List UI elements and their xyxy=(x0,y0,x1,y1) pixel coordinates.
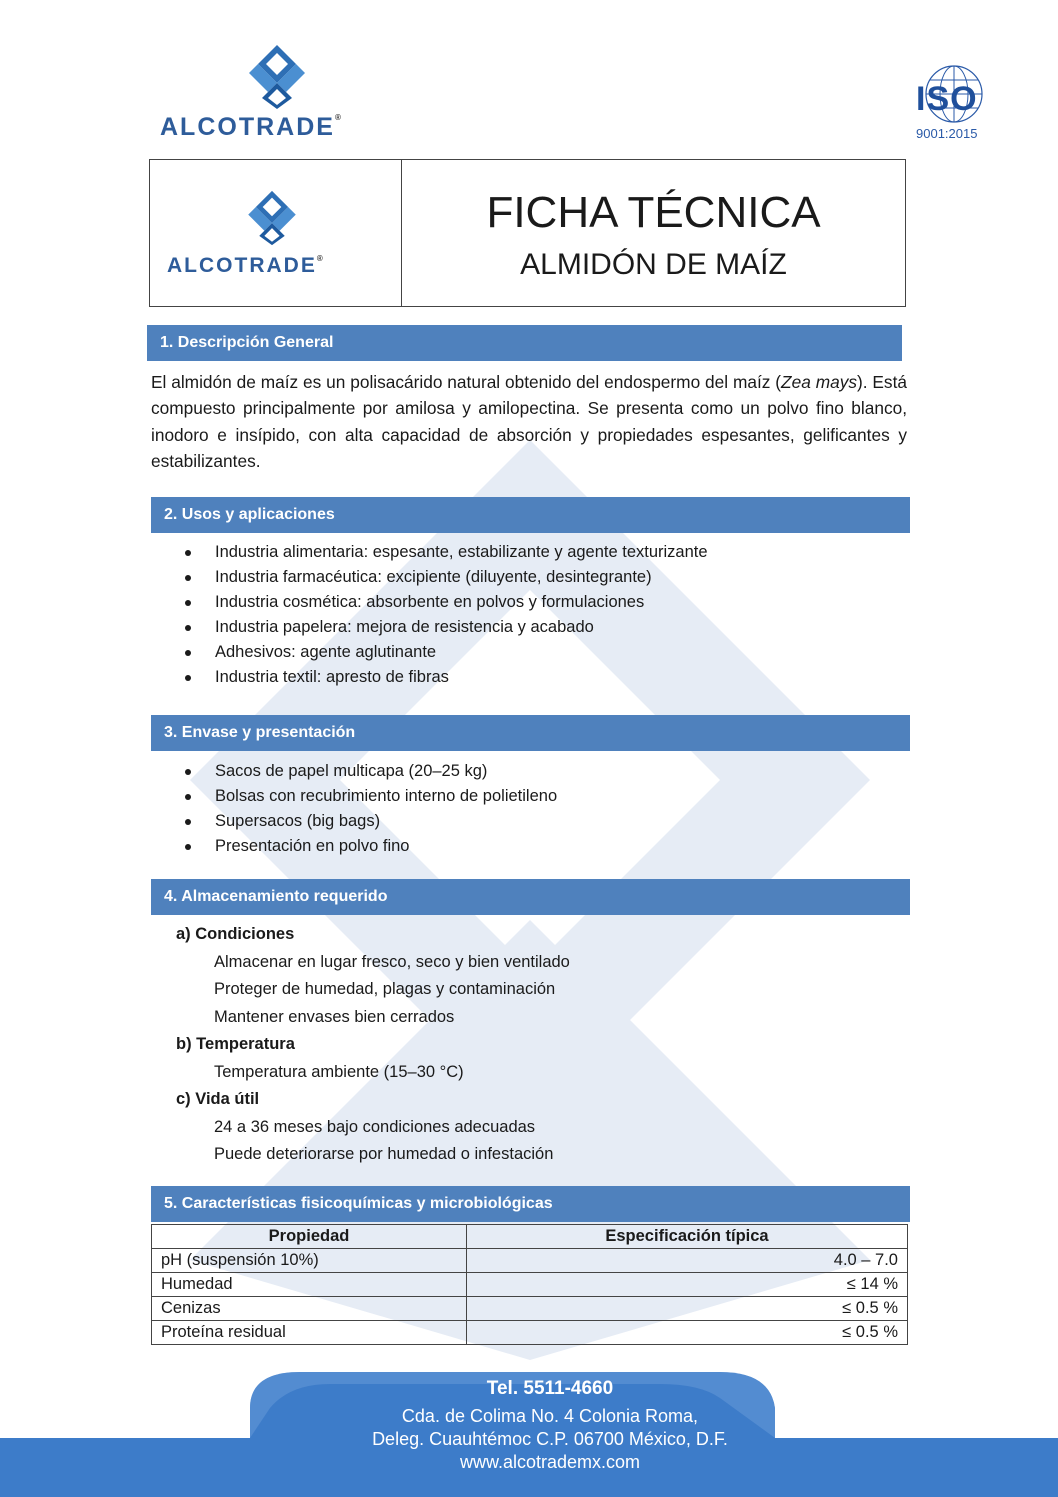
table-cell: ≤ 0.5 % xyxy=(467,1297,908,1321)
iso-badge xyxy=(912,64,1002,146)
table-cell: ≤ 14 % xyxy=(467,1273,908,1297)
table-row xyxy=(152,1297,908,1321)
footer-phone: Tel. 5511-4660 xyxy=(486,1378,614,1399)
product-name: ALMIDÓN DE MAÍZ xyxy=(520,248,787,281)
storage-temperature-item: Temperatura ambiente (15–30 °C) xyxy=(214,1063,464,1081)
table-cell: ≤ 0.5 % xyxy=(467,1321,908,1345)
table-cell: Cenizas xyxy=(152,1297,467,1321)
title-box xyxy=(149,159,906,307)
document-title: FICHA TÉCNICA xyxy=(486,188,821,237)
title-logo xyxy=(150,160,401,306)
list-item: Industria textil: apresto de fibras xyxy=(185,665,708,690)
list-item: Presentación en polvo fino xyxy=(185,834,557,859)
table-row xyxy=(152,1273,908,1297)
uses-list xyxy=(185,540,708,690)
footer-address-line2: Deleg. Cuauhtémoc C.P. 06700 México, D.F. xyxy=(372,1429,728,1449)
brand-name: ALCOTRADE® xyxy=(160,113,341,141)
table-cell: Proteína residual xyxy=(152,1321,467,1345)
description-text: El almidón de maíz es un polisacárido natural obtenido del endospermo del maíz (Zea mays). Está compuesto principalmente por amilosa y amilopectina. Se presenta como un polvo fino blanco, inodoro e insípido, con alta capacidad de absorción y propiedades espesantes, gelificantes y estabilizantes. xyxy=(151,372,907,471)
brand-name: ALCOTRADE® xyxy=(167,254,323,277)
header-logo xyxy=(158,45,408,145)
table-row xyxy=(152,1321,908,1345)
list-item: Sacos de papel multicapa (20–25 kg) xyxy=(185,759,557,784)
iso-mark: ISO xyxy=(916,80,978,118)
storage-temperature-title: b) Temperatura xyxy=(176,1035,295,1053)
packaging-list xyxy=(185,759,557,859)
section-heading-storage: 4. Almacenamiento requerido xyxy=(151,879,910,915)
section-heading-uses: 2. Usos y aplicaciones xyxy=(151,497,910,533)
list-item: Bolsas con recubrimiento interno de polietileno xyxy=(185,784,557,809)
footer-address-line1: Cda. de Colima No. 4 Colonia Roma, xyxy=(401,1406,699,1426)
shelf-life-title: c) Vida útil xyxy=(176,1090,260,1108)
footer xyxy=(0,1368,1058,1497)
alcotrade-logo-icon xyxy=(244,190,300,246)
section-heading-characteristics: 5. Características fisicoquímicas y microbiológicas xyxy=(151,1186,910,1222)
properties-table xyxy=(151,1224,908,1345)
storage-condition-item: Mantener envases bien cerrados xyxy=(214,1008,455,1026)
iso-standard: 9001:2015 xyxy=(916,126,978,141)
table-cell: pH (suspensión 10%) xyxy=(152,1249,467,1273)
storage-condition-item: Proteger de humedad, plagas y contaminación xyxy=(214,980,556,998)
table-header: Especificación típica xyxy=(467,1225,908,1249)
table-row xyxy=(152,1249,908,1273)
shelf-life-item: Puede deteriorarse por humedad o infestación xyxy=(214,1145,554,1163)
list-item: Industria cosmética: absorbente en polvos y formulaciones xyxy=(185,590,708,615)
section-heading-packaging: 3. Envase y presentación xyxy=(151,715,910,751)
alcotrade-logo-icon xyxy=(244,45,310,109)
list-item: Supersacos (big bags) xyxy=(185,809,557,834)
table-cell: Humedad xyxy=(152,1273,467,1297)
shelf-life-item: 24 a 36 meses bajo condiciones adecuadas xyxy=(214,1118,536,1136)
table-header-row xyxy=(152,1225,908,1249)
footer-website: www.alcotrademx.com xyxy=(459,1452,641,1472)
storage-conditions-title: a) Condiciones xyxy=(176,925,295,943)
list-item: Industria farmacéutica: excipiente (diluyente, desintegrante) xyxy=(185,565,708,590)
list-item: Industria papelera: mejora de resistencia y acabado xyxy=(185,615,708,640)
table-cell: 4.0 – 7.0 xyxy=(467,1249,908,1273)
list-item: Industria alimentaria: espesante, estabilizante y agente texturizante xyxy=(185,540,708,565)
section-heading-description: 1. Descripción General xyxy=(147,325,902,361)
list-item: Adhesivos: agente aglutinante xyxy=(185,640,708,665)
storage-condition-item: Almacenar en lugar fresco, seco y bien ventilado xyxy=(214,953,570,971)
table-header: Propiedad xyxy=(152,1225,467,1249)
